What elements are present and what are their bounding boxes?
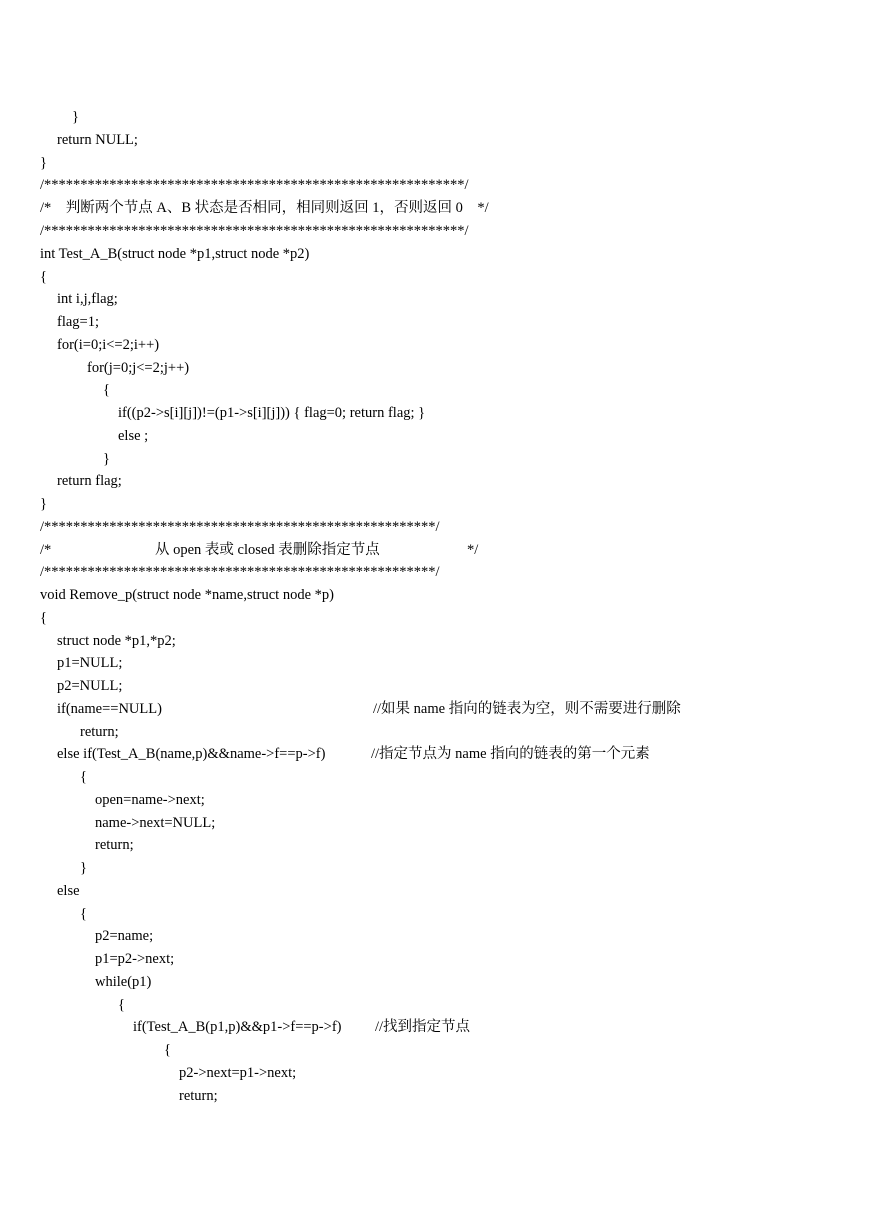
code-line: for(j=0;j<=2;j++) <box>87 360 190 376</box>
code-line: return; <box>95 837 134 853</box>
code-line: p1=p2->next; <box>95 951 175 967</box>
comment-line: //如果 name 指向的链表为空，则不需要进行删除 <box>373 701 681 717</box>
code-line: p1=NULL; <box>57 655 123 671</box>
code-line: return; <box>80 724 119 740</box>
code-line: { <box>103 382 110 398</box>
code-line: } <box>40 496 47 512</box>
code-line: if(Test_A_B(p1,p)&&p1->f==p->f) <box>133 1019 342 1035</box>
comment-line: /* 判断两个节点 A、B 状态是否相同，相同则返回 1，否则返回 0 */ <box>40 200 489 216</box>
code-line: int i,j,flag; <box>57 291 118 307</box>
code-line: name->next=NULL; <box>95 815 216 831</box>
code-line: return flag; <box>57 473 122 489</box>
code-line: } <box>80 860 87 876</box>
code-line: flag=1; <box>57 314 99 330</box>
code-line: while(p1) <box>95 974 152 990</box>
comment-line: //指定节点为 name 指向的链表的第一个元素 <box>371 746 650 762</box>
code-line: { <box>164 1042 171 1058</box>
comment-line: //找到指定节点 <box>375 1019 471 1035</box>
comment-line: /* <box>40 542 52 558</box>
code-line: } <box>72 109 79 125</box>
code-line: } <box>103 451 110 467</box>
code-line: if((p2->s[i][j])!=(p1->s[i][j])) { flag=0; return flag; } <box>118 405 426 421</box>
comment-line: /**********************************************************/ <box>40 177 469 193</box>
code-line: int Test_A_B(struct node *p1,struct node *p2) <box>40 246 310 262</box>
code-line: { <box>80 906 87 922</box>
comment-line: /******************************************************/ <box>40 564 440 580</box>
code-line: p2=NULL; <box>57 678 123 694</box>
code-line: { <box>118 997 125 1013</box>
comment-line: /**********************************************************/ <box>40 223 469 239</box>
code-line: { <box>80 769 87 785</box>
code-line: else <box>57 883 80 899</box>
code-line: if(name==NULL) <box>57 701 162 717</box>
comment-line: */ <box>467 542 479 558</box>
code-line: } <box>40 155 47 171</box>
code-line: return NULL; <box>57 132 138 148</box>
code-line: else if(Test_A_B(name,p)&&name->f==p->f) <box>57 746 326 762</box>
code-line: for(i=0;i<=2;i++) <box>57 337 160 353</box>
code-line: { <box>40 269 47 285</box>
code-line: { <box>40 610 47 626</box>
code-line: open=name->next; <box>95 792 205 808</box>
code-line: struct node *p1,*p2; <box>57 633 176 649</box>
code-line: return; <box>179 1088 218 1104</box>
code-line: p2->next=p1->next; <box>179 1065 297 1081</box>
comment-line: 从 open 表或 closed 表删除指定节点 <box>155 542 380 558</box>
code-line: else ; <box>118 428 149 444</box>
code-line: p2=name; <box>95 928 154 944</box>
code-line: void Remove_p(struct node *name,struct node *p) <box>40 587 334 603</box>
comment-line: /******************************************************/ <box>40 519 440 535</box>
